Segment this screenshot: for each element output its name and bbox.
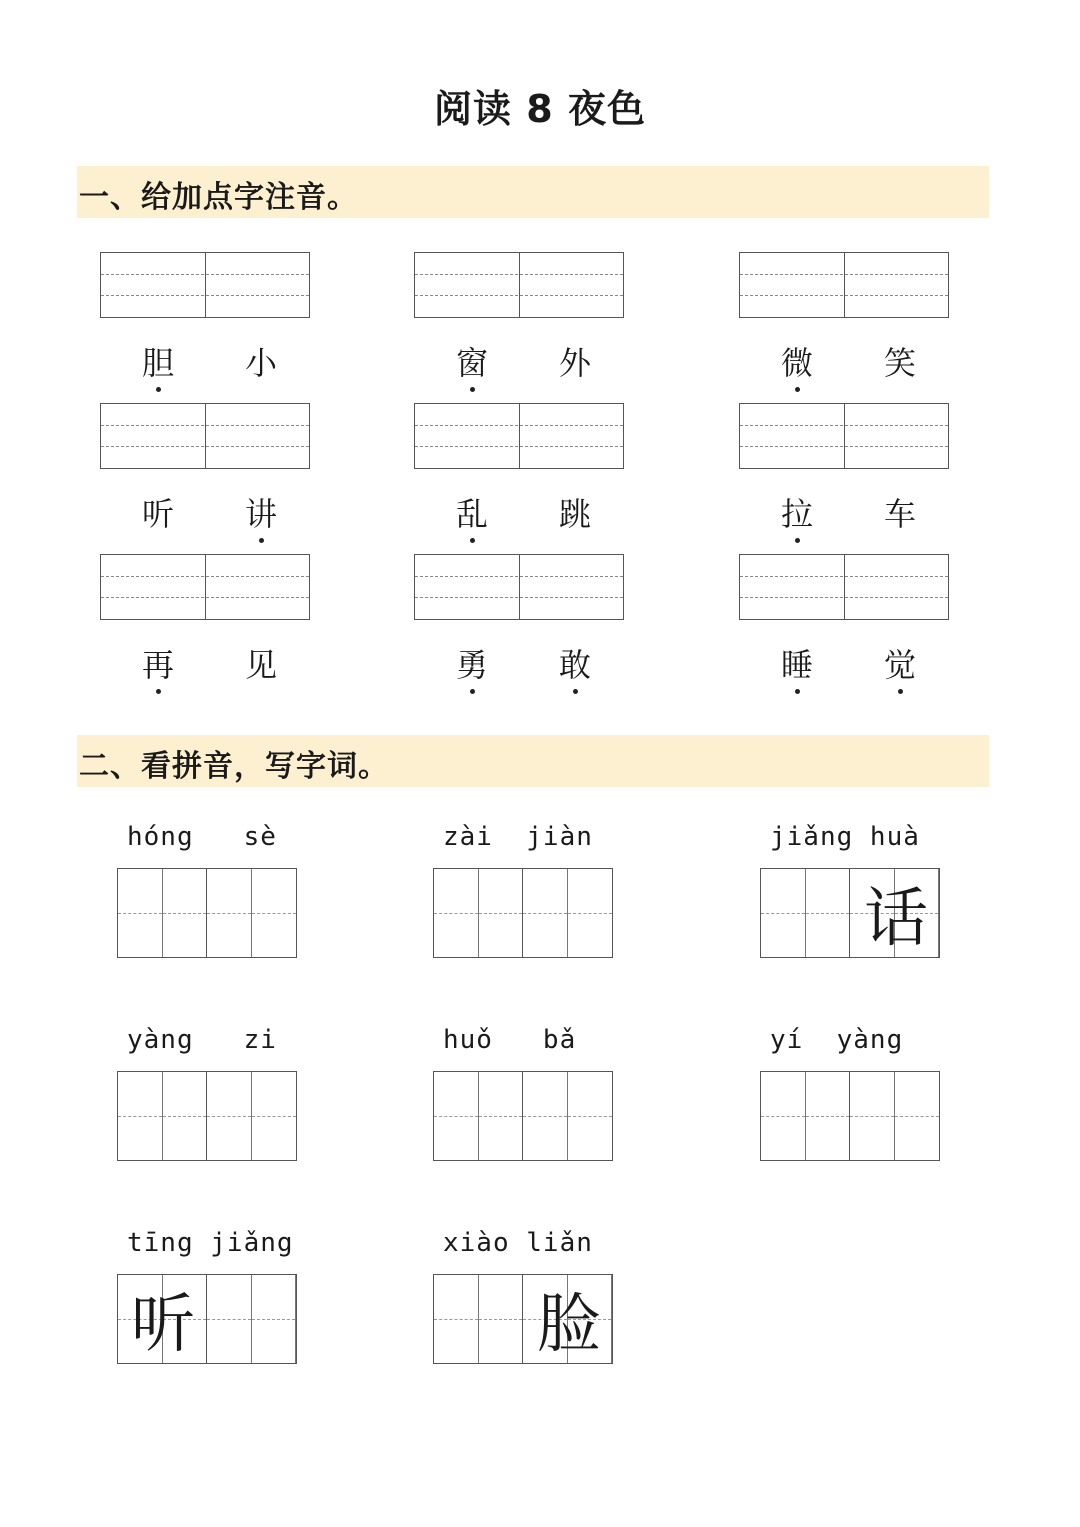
character-writing-grid[interactable] <box>760 1071 940 1161</box>
dotted-character: 觉 <box>880 640 920 686</box>
pinyin-prompt: jiǎng huà <box>770 822 920 852</box>
character-writing-grid[interactable] <box>433 1071 613 1161</box>
character: 跳 <box>558 495 591 533</box>
prefilled-character: 话 <box>864 882 928 956</box>
pinyin-prompt: yí yàng <box>770 1025 904 1055</box>
grid-cell[interactable] <box>434 869 479 957</box>
grid-cell[interactable] <box>434 1072 479 1160</box>
dotted-character: 睡 <box>777 640 817 686</box>
grid-cell[interactable] <box>207 1275 252 1363</box>
prefilled-character: 脸 <box>537 1288 601 1362</box>
dotted-character: 乱 <box>452 489 492 535</box>
pinyin-answer-box[interactable] <box>739 403 949 469</box>
pinyin-answer-box[interactable] <box>414 554 624 620</box>
pinyin-answer-box[interactable] <box>739 252 949 318</box>
character-writing-grid[interactable] <box>433 1274 613 1364</box>
dotted-character: 勇 <box>452 640 492 686</box>
grid-cell[interactable] <box>479 1275 524 1363</box>
grid-cell[interactable] <box>806 1072 851 1160</box>
pinyin-prompt: tīng jiǎng <box>127 1228 294 1258</box>
pinyin-answer-box[interactable] <box>414 403 624 469</box>
dotted-character: 敢 <box>555 640 595 686</box>
section-1-heading-bar <box>77 166 989 218</box>
grid-cell[interactable] <box>252 1275 297 1363</box>
grid-cell[interactable] <box>568 869 612 957</box>
grid-cell[interactable] <box>252 869 296 957</box>
dotted-character: 窗 <box>452 338 492 384</box>
pinyin-answer-box[interactable] <box>100 252 310 318</box>
grid-cell[interactable] <box>806 869 851 957</box>
grid-cell[interactable] <box>207 869 252 957</box>
grid-cell[interactable] <box>118 869 163 957</box>
character: 听 <box>141 495 174 533</box>
pinyin-prompt: xiào liǎn <box>443 1228 593 1258</box>
grid-cell[interactable] <box>163 869 208 957</box>
prefilled-character: 听 <box>131 1288 195 1362</box>
grid-cell[interactable] <box>252 1072 296 1160</box>
pinyin-answer-box[interactable] <box>414 252 624 318</box>
dotted-character: 微 <box>777 338 817 384</box>
character-writing-grid[interactable] <box>760 868 940 958</box>
character-writing-grid[interactable] <box>117 1274 297 1364</box>
pinyin-answer-box[interactable] <box>739 554 949 620</box>
character-writing-grid[interactable] <box>433 868 613 958</box>
grid-cell[interactable] <box>761 869 806 957</box>
character: 小 <box>244 344 277 382</box>
character-writing-grid[interactable] <box>117 1071 297 1161</box>
section-2-heading: 二、看拼音，写字词。 <box>79 749 389 784</box>
dotted-character: 讲 <box>241 489 281 535</box>
grid-cell[interactable] <box>895 1072 939 1160</box>
grid-cell[interactable] <box>207 1072 252 1160</box>
pinyin-prompt: yàng zi <box>127 1025 277 1055</box>
section-2-heading-bar <box>77 735 989 787</box>
grid-cell[interactable] <box>850 1072 895 1160</box>
character: 外 <box>558 344 591 382</box>
dotted-character: 拉 <box>777 489 817 535</box>
character: 笑 <box>883 344 916 382</box>
pinyin-prompt: hóng sè <box>127 822 277 852</box>
character-writing-grid[interactable] <box>117 868 297 958</box>
pinyin-prompt: zài jiàn <box>443 822 593 852</box>
character: 见 <box>244 646 277 684</box>
dotted-character: 再 <box>138 640 178 686</box>
grid-cell[interactable] <box>163 1072 208 1160</box>
grid-cell[interactable] <box>479 869 524 957</box>
grid-cell[interactable] <box>479 1072 524 1160</box>
grid-cell[interactable] <box>523 869 568 957</box>
grid-cell[interactable] <box>434 1275 479 1363</box>
grid-cell[interactable] <box>568 1072 612 1160</box>
pinyin-prompt: huǒ bǎ <box>443 1025 577 1055</box>
page-title: 阅读 8 夜色 <box>434 87 646 131</box>
pinyin-answer-box[interactable] <box>100 403 310 469</box>
pinyin-answer-box[interactable] <box>100 554 310 620</box>
grid-cell[interactable] <box>523 1072 568 1160</box>
grid-cell[interactable] <box>118 1072 163 1160</box>
dotted-character: 胆 <box>138 338 178 384</box>
grid-cell[interactable] <box>761 1072 806 1160</box>
section-1-heading: 一、给加点字注音。 <box>79 180 358 215</box>
character: 车 <box>883 495 916 533</box>
